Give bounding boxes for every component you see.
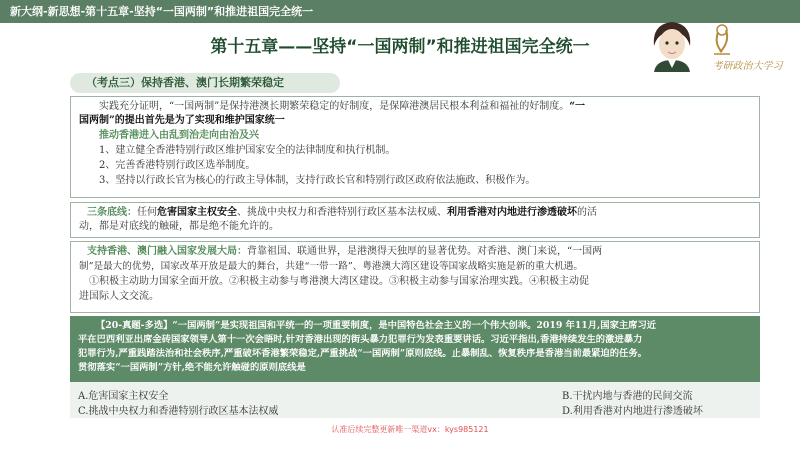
- block-heading: 推动香港进入由乱到治走向由治及兴: [99, 130, 259, 141]
- integration-line-4: 进国际人文交流。: [79, 291, 159, 302]
- intro-line-2: 国两制”的提出首先是为了实现和维护国家统一: [79, 115, 285, 126]
- section-tag: （考点三）保持香港、澳门长期繁荣稳定: [70, 73, 340, 93]
- question-line-2: 平在巴西利亚出席金砖国家领导人第十一次会晤时,针对香港出现的街头暴力犯罪行为发表重要讲话。习近平指出,香港持续发生的激进暴力: [78, 334, 643, 345]
- bottom-lines-block: [70, 202, 760, 238]
- bottom-lines-line-2: 动，都是对底线的触碰，都是绝不能允许的。: [79, 221, 279, 232]
- integration-line-2: 制”是最大的优势，国家改革开放是最大的舞台，共建“一带一路”、粤港澳大湾区建设等国家战略实施是新的重大机遇。: [79, 261, 583, 272]
- breadcrumb: 新大纲-新思想-第十五章-坚持“一国两制”和推进祖国完全统一: [10, 5, 314, 18]
- integration-line-1: 支持香港、澳门融入国家发展大局：背靠祖国、联通世界，是港澳得天独厚的显著优势。对香港、澳门来说，“一国两: [87, 246, 603, 257]
- integration-block: [70, 241, 760, 313]
- question-line-1: 【20-真题-多选】“一国两制”是实现祖国和平统一的一项重要制度，是中国特色社会主义的一个伟大创举。2019 年11月,国家主席习近: [96, 320, 657, 331]
- question-line-4: 贯彻落实“一国两制”方针,绝不能允许触碰的原则底线是: [78, 362, 306, 373]
- teacher-avatar: [646, 16, 698, 72]
- logo-text: 考研政治大学习: [712, 61, 783, 72]
- integration-line-3: ①积极主动助力国家全面开放。②积极主动参与粤港澳大湾区建设。③积极主动参与国家治理实践。④积极主动促: [89, 276, 589, 287]
- intro-line-1: 实践充分证明，“一国两制”是保持港澳长期繁荣稳定的好制度，是保障港澳居民根本利益和福祉的好制度。“一: [99, 101, 585, 112]
- watermark-text: 认准后续完整更新唯一渠道vx：kys985121: [331, 425, 489, 434]
- option-b[interactable]: B.干扰内地与香港的民间交流: [562, 391, 693, 402]
- option-d[interactable]: D.利用香港对内地进行渗透破坏: [562, 406, 703, 417]
- list-item: 1、建立健全香港特别行政区维护国家安全的法律制度和执行机制。: [99, 145, 396, 156]
- exam-question: [70, 316, 760, 382]
- answer-options: [70, 382, 760, 418]
- page-title: 第十五章——坚持“一国两制”和推进祖国完全统一: [210, 37, 590, 57]
- bottom-lines-line-1: 三条底线：任何危害国家主权安全、挑战中央权力和香港特别行政区基本法权威、利用香港对内地进行渗透破坏的活: [87, 207, 597, 218]
- option-a[interactable]: A.危害国家主权安全: [78, 391, 169, 402]
- list-item: 3、坚持以行政长官为核心的行政主导体制，支持行政长官和特别行政区政府依法施政、积极作为。: [99, 175, 536, 186]
- list-item: 2、完善香港特别行政区选举制度。: [99, 160, 256, 171]
- question-line-3: 犯罪行为,严重践踏法治和社会秩序,严重破坏香港繁荣稳定,严重挑战“一国两制”原则底线。止暴制乱、恢复秩序是香港当前最紧迫的任务。: [78, 348, 647, 359]
- option-c[interactable]: C.挑战中央权力和香港特别行政区基本法权威: [78, 406, 279, 417]
- practice-block: [70, 96, 760, 198]
